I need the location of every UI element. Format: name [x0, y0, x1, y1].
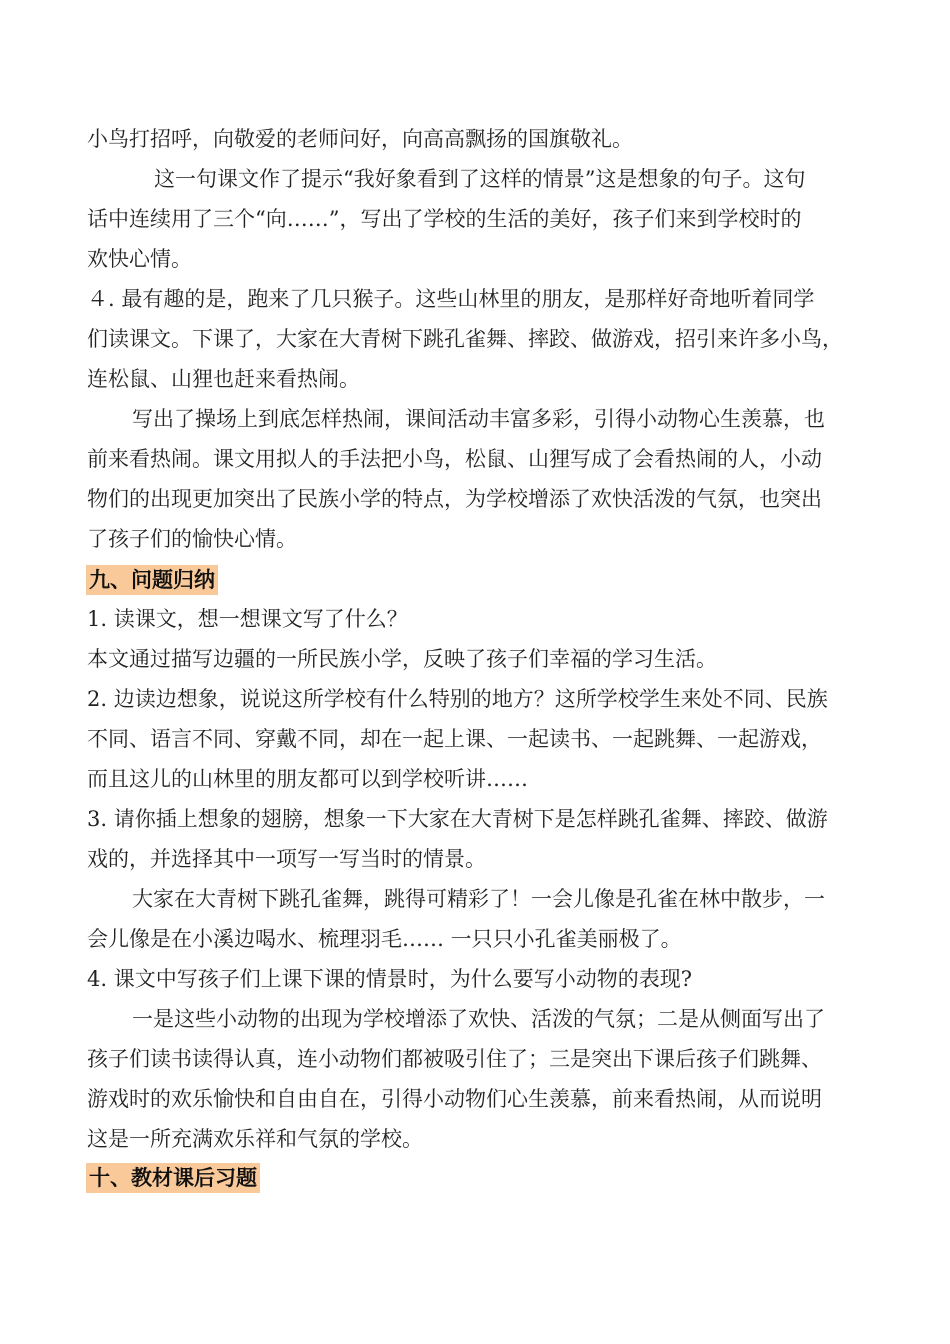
- question-line: 4. 课文中写孩子们上课下课的情景时，为什么要写小动物的表现?: [87, 967, 692, 991]
- section-heading-nine: 九、问题归纳: [86, 565, 218, 595]
- question-line: 戏的，并选择其中一项写一写当时的情景。: [87, 847, 486, 871]
- paragraph-line: 这一句课文作了提示“我好象看到了这样的情景”这是想象的句子。这句: [154, 167, 806, 191]
- question-line: 2. 边读边想象，说说这所学校有什么特别的地方？这所学校学生来处不同、民族: [87, 687, 828, 711]
- answer-line: 不同、语言不同、穿戴不同，却在一起上课、一起读书、一起跳舞、一起游戏，: [87, 727, 822, 751]
- paragraph-line: 了孩子们的愉快心情。: [87, 527, 297, 551]
- question-line: 1. 读课文，想一想课文写了什么？: [87, 607, 408, 631]
- question-line: 3. 请你插上想象的翅膀，想象一下大家在大青树下是怎样跳孔雀舞、摔跤、做游: [87, 807, 828, 831]
- answer-line: 这是一所充满欢乐祥和气氛的学校。: [87, 1127, 423, 1151]
- paragraph-line: 写出了操场上到底怎样热闹，课间活动丰富多彩，引得小动物心生羡慕，也: [132, 407, 825, 431]
- answer-line: 而且这儿的山林里的朋友都可以到学校听讲……: [87, 767, 528, 791]
- answer-line: 本文通过描写边疆的一所民族小学，反映了孩子们幸福的学习生活。: [87, 647, 717, 671]
- paragraph-line: 物们的出现更加突出了民族小学的特点，为学校增添了欢快活泼的气氛，也突出: [87, 487, 822, 511]
- answer-line: 一是这些小动物的出现为学校增添了欢快、活泼的气氛；二是从侧面写出了: [132, 1007, 825, 1031]
- answer-line: 会儿像是在小溪边喝水、梳理羽毛…… 一只只小孔雀美丽极了。: [87, 927, 682, 951]
- answer-line: 游戏时的欢乐愉快和自由自在，引得小动物们心生羡慕，前来看热闹，从而说明: [87, 1087, 822, 1111]
- section-heading-ten: 十、教材课后习题: [86, 1163, 260, 1193]
- answer-line: 大家在大青树下跳孔雀舞，跳得可精彩了！一会儿像是孔雀在林中散步，一: [132, 887, 825, 911]
- paragraph-line: ４. 最有趣的是，跑来了几只猴子。这些山林里的朋友，是那样好奇地听着同学: [87, 287, 815, 311]
- paragraph-line: 小鸟打招呼，向敬爱的老师问好，向高高飘扬的国旗敬礼。: [87, 127, 633, 151]
- paragraph-line: 前来看热闹。课文用拟人的手法把小鸟，松鼠、山狸写成了会看热闹的人，小动: [87, 447, 822, 471]
- paragraph-line: 连松鼠、山狸也赶来看热闹。: [87, 367, 360, 391]
- paragraph-line: 欢快心情。: [87, 247, 192, 271]
- paragraph-line: 话中连续用了三个“向……”，写出了学校的生活的美好，孩子们来到学校时的: [87, 207, 802, 231]
- paragraph-line: 们读课文。下课了，大家在大青树下跳孔雀舞、摔跤、做游戏，招引来许多小鸟，: [87, 327, 843, 351]
- answer-line: 孩子们读书读得认真，连小动物们都被吸引住了；三是突出下课后孩子们跳舞、: [87, 1047, 822, 1071]
